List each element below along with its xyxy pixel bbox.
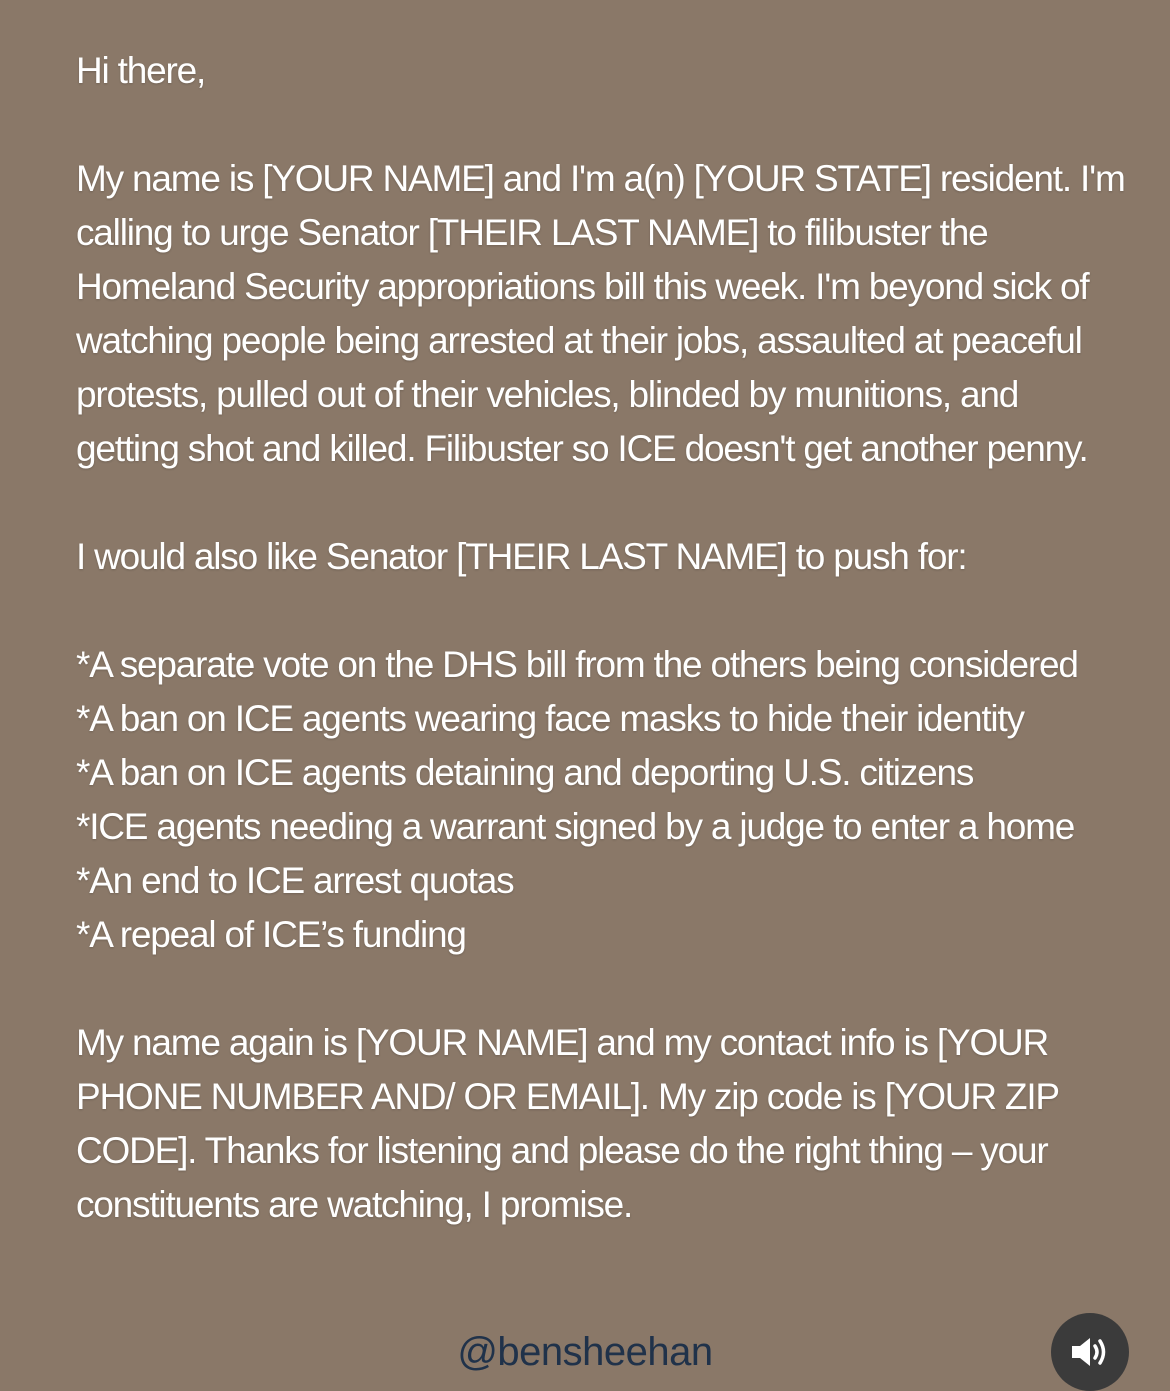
push-list bbox=[76, 638, 1126, 962]
speaker-volume-icon bbox=[1070, 1335, 1110, 1369]
creator-handle[interactable]: @bensheehan bbox=[457, 1330, 713, 1374]
list-item: *A ban on ICE agents detaining and deporting U.S. citizens bbox=[76, 752, 974, 793]
list-item: *An end to ICE arrest quotas bbox=[76, 860, 514, 901]
list-item: *A ban on ICE agents wearing face masks to hide their identity bbox=[76, 698, 1024, 739]
sound-toggle-button[interactable] bbox=[1051, 1313, 1129, 1391]
message-paragraph: My name is [YOUR NAME] and I'm a(n) [YOUR STATE] resident. I'm calling to urge Senator [THEIR LAST NAME] to filibuster the Homeland Security appropriations bill this week. I'm beyond sick of watching people being arrested at their jobs, assaulted at peaceful protests, pulled out of their vehicles, blinded by munitions, and getting shot and killed. Filibuster so ICE doesn't get another penny. bbox=[76, 158, 1125, 469]
greeting-text: Hi there, bbox=[76, 50, 206, 91]
list-item: *A repeal of ICE’s funding bbox=[76, 914, 466, 955]
list-item: *ICE agents needing a warrant signed by a judge to enter a home bbox=[76, 806, 1075, 847]
closing-paragraph: My name again is [YOUR NAME] and my contact info is [YOUR PHONE NUMBER AND/ OR EMAIL]. My zip code is [YOUR ZIP CODE]. Thanks for listening and please do the right thing – your constituents are watching, I promise. bbox=[76, 1022, 1059, 1225]
push-intro-text: I would also like Senator [THEIR LAST NAME] to push for: bbox=[76, 536, 967, 577]
list-item: *A separate vote on the DHS bill from the others being considered bbox=[76, 644, 1078, 685]
